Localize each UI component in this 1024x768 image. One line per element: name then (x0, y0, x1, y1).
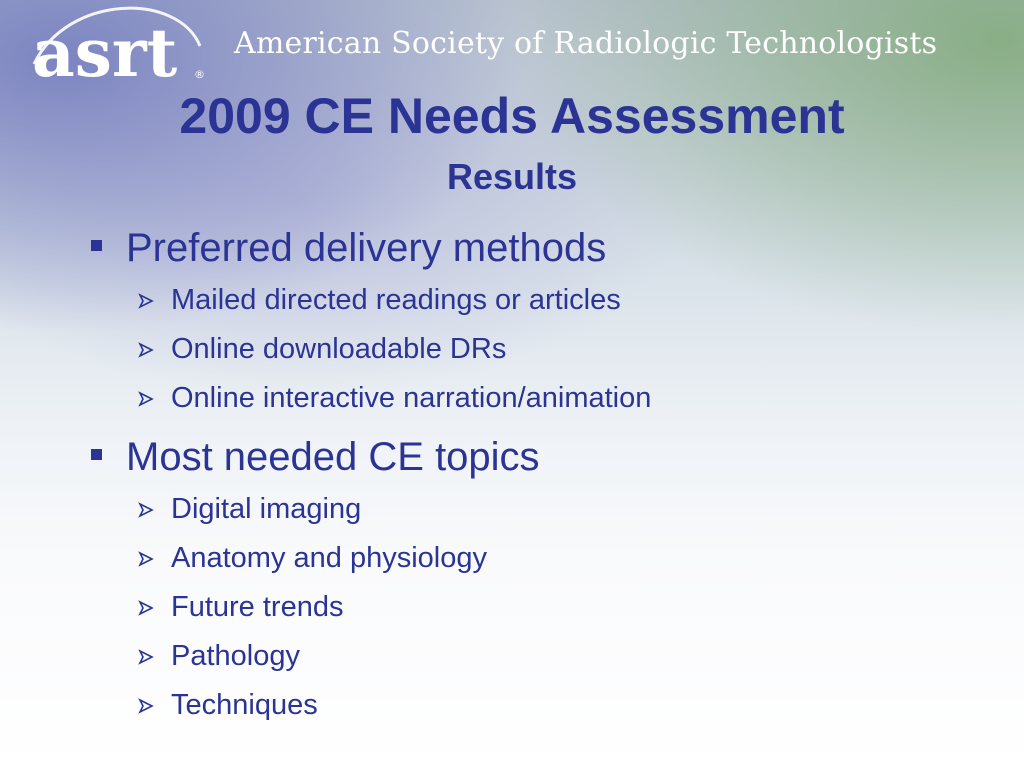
bullet-item (88, 220, 988, 276)
sub-bullet-label: Mailed directed readings or articles (171, 284, 621, 316)
square-bullet-icon (91, 449, 102, 460)
sub-bullet-label: Pathology (171, 640, 300, 672)
sub-bullet-item (136, 583, 988, 632)
arrowhead-bullet-icon (138, 600, 154, 616)
asrt-logo (28, 4, 218, 84)
bullet-list (88, 220, 988, 730)
bullet-item (88, 429, 988, 485)
arrowhead-bullet-icon (138, 391, 154, 407)
sub-bullet-list (88, 276, 988, 423)
sub-bullet-item (136, 632, 988, 681)
sub-bullet-item (136, 325, 988, 374)
square-bullet-icon (91, 240, 102, 251)
arrowhead-bullet-icon (138, 293, 154, 309)
sub-bullet-label: Online interactive narration/animation (171, 382, 652, 414)
svg-text:®: ® (194, 68, 205, 81)
sub-bullet-item (136, 534, 988, 583)
sub-bullet-item (136, 276, 988, 325)
organization-name: American Society of Radiologic Technologists (234, 26, 938, 61)
sub-bullet-label: Online downloadable DRs (171, 333, 507, 365)
slide-title: 2009 CE Needs Assessment (179, 88, 845, 144)
arrowhead-bullet-icon (138, 342, 154, 358)
bullet-label: Most needed CE topics (126, 435, 540, 479)
slide-subtitle: Results (446, 156, 578, 197)
arrowhead-bullet-icon (138, 649, 154, 665)
sub-bullet-label: Anatomy and physiology (171, 542, 487, 574)
arrowhead-bullet-icon (138, 551, 154, 567)
sub-bullet-label: Techniques (171, 689, 318, 721)
sub-bullet-label: Future trends (171, 591, 344, 623)
arrowhead-bullet-icon (138, 502, 154, 518)
sub-bullet-label: Digital imaging (171, 493, 362, 525)
sub-bullet-item (136, 374, 988, 423)
sub-bullet-item (136, 681, 988, 730)
bullet-section-topics (88, 429, 988, 730)
svg-text:asrt: asrt (32, 14, 178, 84)
sub-bullet-list (88, 485, 988, 730)
bullet-section-delivery (88, 220, 988, 423)
bullet-label: Preferred delivery methods (126, 226, 607, 270)
slide-header (0, 0, 1024, 88)
sub-bullet-item (136, 485, 988, 534)
arrowhead-bullet-icon (138, 698, 154, 714)
